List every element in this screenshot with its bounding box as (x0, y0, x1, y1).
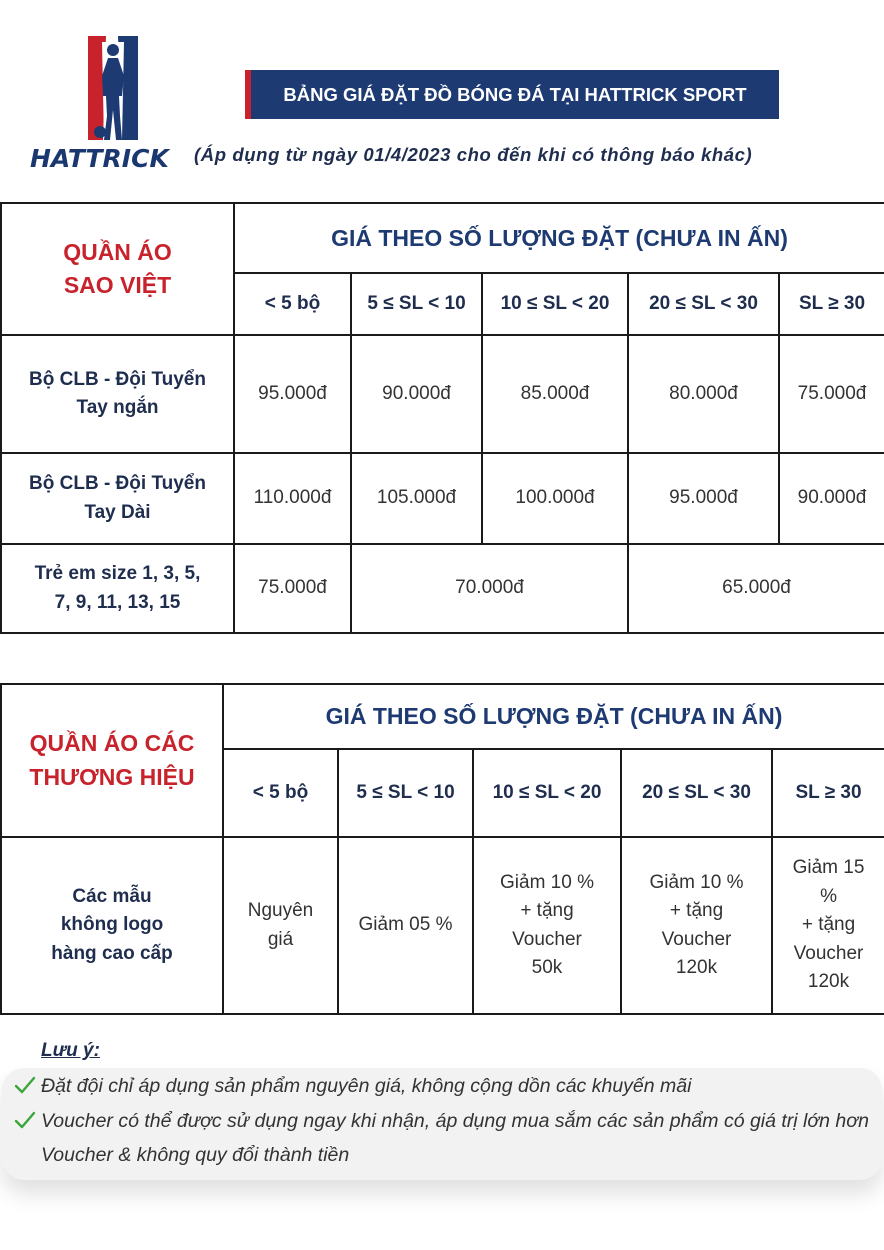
price-cell: 100.000đ (482, 453, 628, 544)
cell-line: + tặng (801, 914, 856, 936)
hattrick-logo (8, 22, 204, 172)
price-cell: 95.000đ (628, 453, 779, 544)
note-text: Voucher có thể được sử dụng ngay khi nhận, áp dụng mua sắm các sản phẩm có giá trị lớn hơn Voucher & không quy đổi thành tiền (41, 1110, 869, 1166)
row-label-line: Tay ngắn (76, 397, 159, 418)
price-cell: 105.000đ (351, 453, 482, 544)
group-header: GIÁ THEO SỐ LƯỢNG ĐẶT (CHƯA IN ẤN) (234, 203, 884, 273)
row-label-line: Bộ CLB - Đội Tuyển (29, 473, 206, 494)
cell-line: Giảm 15 (792, 857, 865, 879)
column-header: 20 ≤ SL < 30 (628, 273, 779, 335)
cell-line: % (820, 885, 837, 907)
column-header: < 5 bộ (223, 749, 338, 837)
price-cell: 90.000đ (779, 453, 884, 544)
category-line: SAO VIỆT (63, 272, 172, 298)
category-cell (1, 684, 223, 837)
price-cell (621, 837, 772, 1014)
cell-line: giá (267, 928, 294, 950)
page-title: BẢNG GIÁ ĐẶT ĐỒ BÓNG ĐÁ TẠI HATTRICK SPORT (283, 83, 747, 105)
validity-subtitle: (Áp dụng từ ngày 01/4/2023 cho đến khi có thông báo khác) (194, 144, 753, 165)
player-silhouette-icon (84, 36, 142, 140)
check-icon (14, 1110, 36, 1130)
price-cell: 95.000đ (234, 335, 351, 453)
cell-line: 120k (675, 957, 718, 978)
cell-line: 50k (531, 957, 563, 978)
row-label (1, 544, 234, 633)
column-header: 10 ≤ SL < 20 (473, 749, 621, 837)
logo-wordmark: HATTRICK (30, 144, 169, 173)
price-cell: 65.000đ (628, 544, 884, 633)
row-label-line: Bộ CLB - Đội Tuyển (29, 368, 206, 390)
category-line: THƯƠNG HIỆU (29, 763, 195, 790)
check-icon (14, 1075, 36, 1095)
column-header: 20 ≤ SL < 30 (621, 749, 772, 837)
column-header: < 5 bộ (234, 273, 351, 335)
price-cell: 70.000đ (351, 544, 628, 633)
row-label-line: hàng cao cấp (51, 942, 173, 964)
price-cell: 85.000đ (482, 335, 628, 453)
price-cell: 75.000đ (234, 544, 351, 633)
column-header: 5 ≤ SL < 10 (338, 749, 473, 837)
category-line: QUẦN ÁO CÁC (29, 730, 195, 757)
price-table-thuong-hieu (0, 683, 884, 1015)
price-cell (473, 837, 621, 1014)
row-label-line: Các mẫu (72, 885, 152, 907)
table-row (1, 453, 884, 544)
row-label-line: không logo (60, 914, 164, 936)
row-label-line: Trẻ em size 1, 3, 5, (34, 563, 201, 584)
price-cell: 80.000đ (628, 335, 779, 453)
note-item (14, 1104, 880, 1172)
note-item (14, 1069, 874, 1103)
row-label (1, 837, 223, 1014)
cell-line: + tặng (669, 900, 724, 921)
note-text: Đặt đội chỉ áp dụng sản phẩm nguyên giá, không cộng dồn các khuyến mãi (41, 1075, 692, 1097)
category-line: QUẦN ÁO (63, 238, 172, 265)
cell-line: + tặng (520, 900, 574, 921)
row-label-line: 7, 9, 11, 13, 15 (54, 591, 181, 613)
cell-line: 120k (807, 971, 850, 993)
column-header: SL ≥ 30 (779, 273, 884, 335)
row-label (1, 335, 234, 453)
cell-line: Nguyên (247, 900, 314, 921)
price-cell (338, 837, 473, 1014)
column-header: 10 ≤ SL < 20 (482, 273, 628, 335)
price-cell: 90.000đ (351, 335, 482, 453)
cell-line: Voucher (512, 928, 582, 950)
price-table-sao-viet (0, 202, 884, 634)
price-cell: 110.000đ (234, 453, 351, 544)
page-title-banner (245, 70, 779, 119)
cell-line: Giảm 05 % (358, 914, 453, 936)
cell-line: Giảm 10 % (649, 871, 744, 893)
table-row (1, 335, 884, 453)
cell-line: Voucher (661, 928, 732, 950)
table-row (1, 837, 884, 1014)
cell-line: Voucher (793, 942, 864, 964)
price-cell (223, 837, 338, 1014)
group-header: GIÁ THEO SỐ LƯỢNG ĐẶT (CHƯA IN ẤN) (223, 684, 884, 749)
cell-line: Giảm 10 % (500, 871, 594, 893)
row-label (1, 453, 234, 544)
column-header: 5 ≤ SL < 10 (351, 273, 482, 335)
price-cell (772, 837, 884, 1014)
category-cell (1, 203, 234, 335)
notes-title: Lưu ý: (41, 1040, 100, 1061)
price-cell: 75.000đ (779, 335, 884, 453)
row-label-line: Tay Dài (84, 501, 151, 523)
table-row (1, 544, 884, 633)
column-header: SL ≥ 30 (772, 749, 884, 837)
